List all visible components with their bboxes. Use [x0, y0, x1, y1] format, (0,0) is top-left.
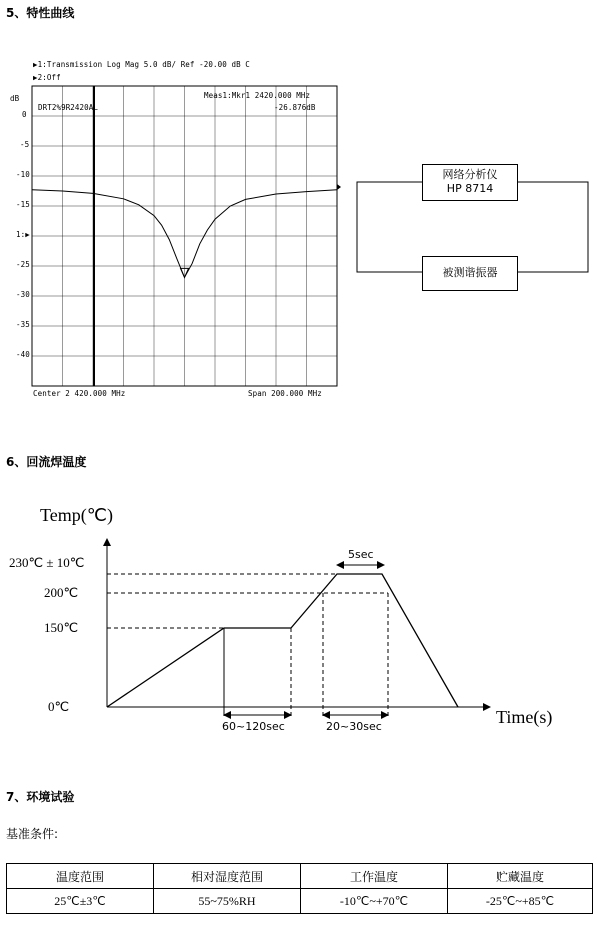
value-temperature-range: 25℃±3℃: [7, 889, 154, 914]
reflow-x-axis-title: Time(s): [496, 707, 553, 727]
header-temperature-range: 温度范围: [7, 864, 154, 889]
analyzer-y-label: 1:▶: [16, 230, 30, 239]
value-humidity-range: 55~75%RH: [154, 889, 301, 914]
reflow-y-axis-title: Temp(℃): [40, 505, 113, 525]
section-7-heading: 7、环境试验: [6, 790, 75, 804]
temp-label-0: 0℃: [48, 699, 70, 714]
analyzer-marker-readout-1: Meas1:Mkr1 2420.000 MHz: [204, 91, 311, 100]
value-operating-temperature: -10℃~+70℃: [301, 889, 448, 914]
reflow-profile-line: [107, 574, 458, 707]
resonator-under-test-label: 被测谐振器: [442, 266, 498, 279]
analyzer-trace-label: DRT2%9R2420AL: [38, 103, 98, 112]
analyzer-center-frequency: Center 2 420.000 MHz: [33, 389, 126, 398]
analyzer-y-label: -40: [16, 350, 30, 359]
section-5-heading: 5、特性曲线: [6, 6, 75, 20]
analyzer-y-label: -35: [16, 320, 30, 329]
network-analyzer-model: HP 8714: [446, 182, 494, 195]
analyzer-y-label: -30: [16, 290, 30, 299]
analyzer-y-label: -15: [16, 200, 30, 209]
header-humidity-range: 相对湿度范围: [154, 864, 301, 889]
header-operating-temperature: 工作温度: [301, 864, 448, 889]
analyzer-db-unit: dB: [10, 94, 20, 103]
table-row: [7, 889, 593, 914]
soak-duration-label: 60~120sec: [222, 720, 285, 733]
analyzer-marker-readout-2: -26.876dB: [274, 103, 316, 112]
network-analyzer-name: 网络分析仪: [442, 168, 498, 181]
section-6-heading: 6、回流焊温度: [6, 455, 87, 469]
basis-conditions-label: 基准条件:: [6, 827, 59, 841]
analyzer-y-label: -25: [16, 260, 30, 269]
reflow-duration-label: 20~30sec: [326, 720, 382, 733]
table-header-row: [7, 864, 593, 889]
analyzer-y-label: -5: [20, 140, 30, 149]
peak-duration-label: 5sec: [348, 548, 374, 561]
analyzer-y-label: 0: [22, 110, 27, 119]
analyzer-channel-line2: ▶2:Off: [33, 73, 61, 82]
analyzer-channel-line1: ▶1:Transmission Log Mag 5.0 dB/ Ref -20.00 dB C: [33, 60, 250, 69]
temp-label-peak: 230℃ ± 10℃: [9, 555, 85, 570]
temp-label-200: 200℃: [44, 585, 79, 600]
environment-table: [6, 863, 593, 914]
analyzer-span: Span 200.000 MHz: [248, 389, 322, 398]
value-storage-temperature: -25℃~+85℃: [448, 889, 593, 914]
analyzer-y-label: -10: [16, 170, 30, 179]
header-storage-temperature: 贮藏温度: [448, 864, 593, 889]
temp-label-150: 150℃: [44, 620, 79, 635]
